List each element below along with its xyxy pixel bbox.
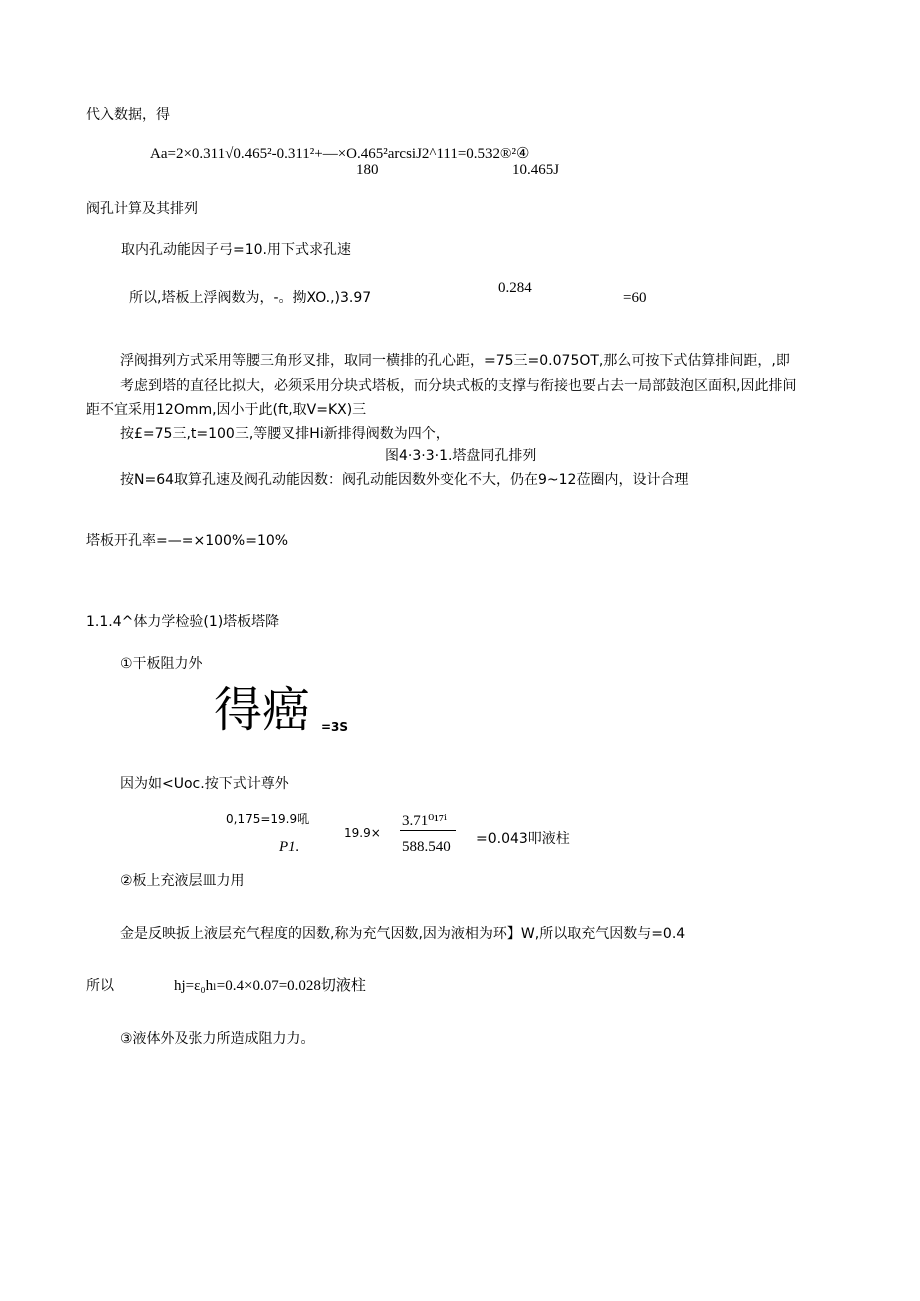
formula-aa: Aa=2×0.311√0.465²-0.311²+—×O.465²arcsiJ2^111=0.532®²④ <box>150 146 530 162</box>
text-line-row-spacing: 距不宜采用12Omm,因小于此(ft,取V=KX)三 <box>86 402 367 418</box>
formula-dry-plate-left: 0,175=19.9吼 <box>226 812 310 826</box>
text-line-f-factor: 取内孔动能因子弓=10.用下式求孔速 <box>121 242 351 258</box>
text-line-valve-rows: 按£=75三,t=100三,等腰叉排Hi新排得阀数为四个， <box>120 426 450 442</box>
formula-aa-denominator-2: 10.465J <box>512 162 560 178</box>
large-glyph-formula: 得癌 <box>214 682 311 738</box>
text-line-open-area: 塔板开孔率=—=×100%=10% <box>86 533 289 549</box>
formula-valve-count: 所以,塔板上浮阀数为，-。拗XO.,)3.97 <box>129 290 372 306</box>
section-heading-valve-holes: 阀孔计算及其排列 <box>86 201 198 217</box>
text-line-because: 因为如<Uoc.按下式计尊外 <box>120 776 289 792</box>
large-glyph-formula-subscript: =3S <box>321 720 349 734</box>
section-heading-hydraulics: 1.1.4^体力学检验(1)塔板塔降 <box>86 614 280 630</box>
formula-dry-plate-result: =0.043叩液柱 <box>476 831 570 847</box>
formula-dry-plate-denominator: 588.540 <box>402 839 451 855</box>
formula-valve-count-result: =60 <box>623 290 647 306</box>
figure-caption-tray-layout: 图4·3·3·1.塔盘同孔排列 <box>385 448 537 464</box>
fraction-bar <box>400 830 456 831</box>
text-line-therefore: 所以 <box>86 978 114 994</box>
formula-liquid-layer: hj=ε₀hₗ=0.4×0.07=0.028切液柱 <box>174 978 366 994</box>
text-line-arrangement: 浮阀揖列方式采用等腰三角形叉排，取同一横排的孔心距，=75三=0.075OT,那么可按下式估算排间距，,即 <box>120 353 790 369</box>
formula-aa-denominator-180: 180 <box>356 162 379 178</box>
text-item-dry-plate: ①干板阻力外 <box>120 656 203 672</box>
text-line-substitute: 代入数据，得 <box>86 107 170 123</box>
formula-dry-plate-numerator: 3.71⁰¹⁷ⁱ <box>402 813 448 829</box>
text-line-tower-diameter: 考虑到塔的直径比拟大，必须采用分块式塔板，而分块式板的支撑与衔接也要占去一局部鼓泡区面积,因此排间 <box>120 378 797 394</box>
formula-dry-plate-coefficient: 19.9× <box>344 826 381 840</box>
text-item-liquid-layer: ②板上充液层皿力用 <box>120 873 245 889</box>
text-item-surface-tension: ③液体外及张力所造成阻力力。 <box>120 1031 315 1047</box>
formula-valve-count-numerator: 0.284 <box>498 280 532 296</box>
text-line-aeration-factor: 金是反映扳上液层充气程度的因数,称为充气因数,因为液相为环】W,所以取充气因数与=0.4 <box>120 926 686 942</box>
formula-dry-plate-left-denominator: P1. <box>279 839 300 855</box>
text-line-recalculate: 按N=64取算孔速及阀孔动能因数：阀孔动能因数外变化不大，仍在9~12莅圈内，设计合理 <box>120 472 689 488</box>
